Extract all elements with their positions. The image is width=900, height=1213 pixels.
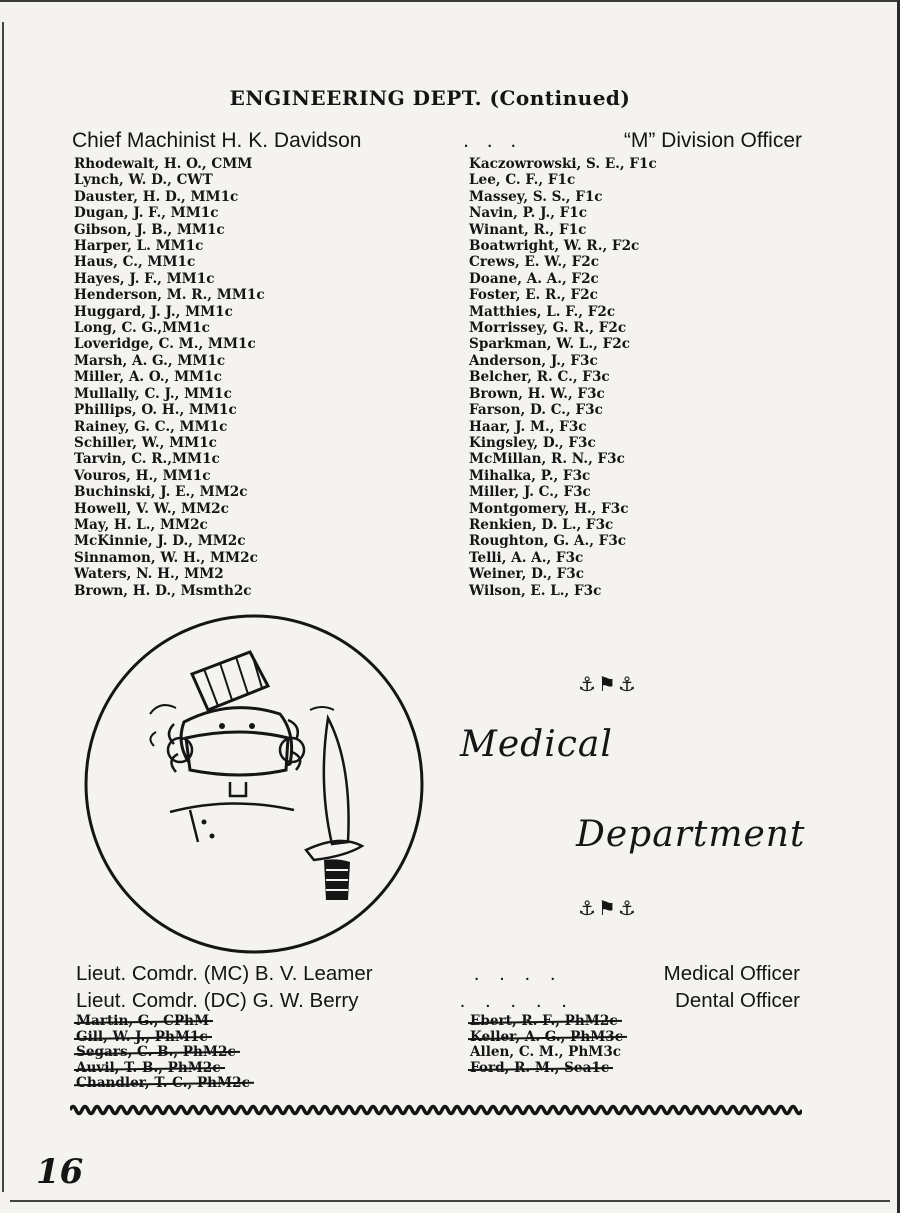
- roster-entry: Crews, E. W., F2c: [469, 254, 600, 271]
- roster-entry: Wilson, E. L., F3c: [469, 582, 602, 599]
- staff-entry-text: Martin, G., CPhM: [76, 1013, 210, 1029]
- roster-entry: Boatwright, W. R., F2c: [469, 238, 640, 255]
- roster-entry: Navin, P. J., F1c: [469, 205, 588, 222]
- roster-entry: Roughton, G. A., F3c: [469, 533, 627, 550]
- medical-heading-word-2: Department: [576, 814, 806, 855]
- roster-entry: Marsh, A. G., MM1c: [74, 352, 226, 369]
- roster-entry: Kingsley, D., F3c: [469, 434, 596, 451]
- roster-entry: Howell, V. W., MM2c: [74, 500, 229, 517]
- leader-dots: . . .: [463, 129, 523, 152]
- dental-officer-name: Lieut. Comdr. (DC) G. W. Berry: [76, 989, 359, 1012]
- surgeon-cartoon-emblem: [80, 614, 432, 956]
- struck-staff-entry: [76, 1076, 250, 1092]
- staff-entry-text: Auvil, T. B., PhM2c: [76, 1059, 221, 1076]
- division-officer-role: “M” Division Officer: [623, 129, 802, 152]
- division-officer-name: Chief Machinist H. K. Davidson: [72, 129, 362, 152]
- roster-entry: Vouros, H., MM1c: [74, 467, 211, 484]
- medical-officer-name: Lieut. Comdr. (MC) B. V. Leamer: [76, 962, 373, 985]
- staff-entry-text: Chandler, T. C., PhM2c: [76, 1075, 250, 1091]
- roster-entry: Foster, E. R., F2c: [469, 287, 598, 304]
- roster-entry: Lee, C. F., F1c: [469, 172, 576, 189]
- roster-entry: Gibson, J. B., MM1c: [74, 221, 225, 238]
- medical-officer-line: [76, 962, 800, 986]
- roster-entry: Brown, H. W., F3c: [469, 385, 605, 402]
- roster-left-column: [74, 156, 265, 599]
- wavy-divider: [70, 1100, 802, 1120]
- staff-entry-text: Gill, W. J., PhM1c: [76, 1028, 208, 1045]
- roster-entry: Anderson, J., F3c: [469, 352, 598, 369]
- roster-entry: Schiller, W., MM1c: [74, 434, 217, 451]
- division-officer-line: [72, 129, 802, 153]
- roster-entry: Huggard, J. J., MM1c: [74, 303, 233, 320]
- roster-entry: Rainey, G. C., MM1c: [74, 418, 228, 435]
- staff-entry-text: Segars, C. B., PhM2c: [76, 1044, 236, 1060]
- anchor-flag-ornament: ⚓⚑⚓: [578, 896, 638, 920]
- roster-entry: Waters, N. H., MM2: [74, 566, 224, 583]
- medical-officer-role: Medical Officer: [663, 962, 800, 985]
- struck-staff-entry: [76, 1014, 250, 1030]
- roster-entry: Haar, J. M., F3c: [469, 418, 587, 435]
- roster-entry: Phillips, O. H., MM1c: [74, 402, 237, 419]
- roster-entry: Montgomery, H., F3c: [469, 500, 629, 517]
- struck-staff-entry: [76, 1061, 250, 1077]
- staff-entry-text: Keller, A. G., PhM3c: [470, 1028, 624, 1045]
- struck-staff-entry: [76, 1045, 250, 1061]
- roster-entry: May, H. L., MM2c: [74, 516, 208, 533]
- struck-staff-entry: [470, 1061, 623, 1077]
- roster-entry: Massey, S. S., F1c: [469, 188, 603, 205]
- roster-entry: Henderson, M. R., MM1c: [74, 287, 265, 304]
- page-edge-line: [10, 1200, 890, 1202]
- roster-entry: Kaczowrowski, S. E., F1c: [469, 156, 657, 172]
- section-title: ENGINEERING DEPT. (Continued): [229, 86, 631, 110]
- struck-staff-entry: [76, 1030, 250, 1046]
- roster-entry: Tarvin, C. R.,MM1c: [74, 451, 220, 468]
- roster-entry: Doane, A. A., F2c: [469, 270, 599, 287]
- roster-entry: Buchinski, J. E., MM2c: [74, 484, 248, 501]
- roster-entry: Haus, C., MM1c: [74, 254, 196, 271]
- roster-entry: Long, C. G.,MM1c: [74, 320, 210, 337]
- roster-entry: Miller, J. C., F3c: [469, 484, 591, 501]
- roster-entry: Renkien, D. L., F3c: [469, 516, 614, 533]
- dental-officer-line: [76, 989, 800, 1013]
- roster-entry: Rhodewalt, H. O., CMM: [74, 156, 253, 172]
- roster-entry: Sinnamon, W. H., MM2c: [74, 549, 258, 566]
- roster-entry: Dugan, J. F., MM1c: [74, 205, 219, 222]
- struck-staff-entry: [470, 1014, 623, 1030]
- roster-entry: Sparkman, W. L., F2c: [469, 336, 631, 353]
- leader-dots: . . . .: [473, 962, 563, 985]
- staff-entry-text: Ebert, R. F., PhM2c: [470, 1013, 618, 1029]
- roster-entry: Morrissey, G. R., F2c: [469, 320, 627, 337]
- roster-entry: Telli, A. A., F3c: [469, 549, 584, 566]
- roster-entry: Belcher, R. C., F3c: [469, 369, 610, 386]
- roster-entry: Harper, L. MM1c: [74, 238, 204, 255]
- medical-staff-left: [76, 1014, 250, 1092]
- roster-entry: McKinnie, J. D., MM2c: [74, 533, 246, 550]
- roster-entry: Winant, R., F1c: [469, 221, 587, 238]
- struck-staff-entry: [470, 1030, 623, 1046]
- roster-entry: Hayes, J. F., MM1c: [74, 270, 215, 287]
- staff-entry: [470, 1045, 623, 1061]
- page-number: 16: [36, 1152, 84, 1192]
- staff-entry-text: Ford, R. M., Sea1c: [470, 1059, 610, 1076]
- anchor-flag-ornament: ⚓⚑⚓: [578, 672, 638, 696]
- roster-entry: Mullally, C. J., MM1c: [74, 385, 232, 402]
- roster-entry: Lynch, W. D., CWT: [74, 172, 213, 189]
- staff-entry-text: Allen, C. M., PhM3c: [470, 1044, 622, 1060]
- roster-entry: Farson, D. C., F3c: [469, 402, 603, 419]
- roster-entry: Mihalka, P., F3c: [469, 467, 591, 484]
- medical-staff-right: [470, 1014, 623, 1076]
- page-edge-line: [2, 22, 4, 1192]
- dental-officer-role: Dental Officer: [675, 989, 800, 1012]
- roster-right-column: [469, 156, 657, 599]
- roster-entry: Brown, H. D., Msmth2c: [74, 582, 252, 599]
- leader-dots: . . . . .: [459, 989, 574, 1012]
- roster-entry: Miller, A. O., MM1c: [74, 369, 222, 386]
- roster-entry: Matthies, L. F., F2c: [469, 303, 616, 320]
- roster-entry: Dauster, H. D., MM1c: [74, 188, 239, 205]
- medical-heading-word-1: Medical: [460, 724, 613, 765]
- roster-entry: McMillan, R. N., F3c: [469, 451, 625, 468]
- roster-entry: Weiner, D., F3c: [469, 566, 585, 583]
- roster-entry: Loveridge, C. M., MM1c: [74, 336, 256, 353]
